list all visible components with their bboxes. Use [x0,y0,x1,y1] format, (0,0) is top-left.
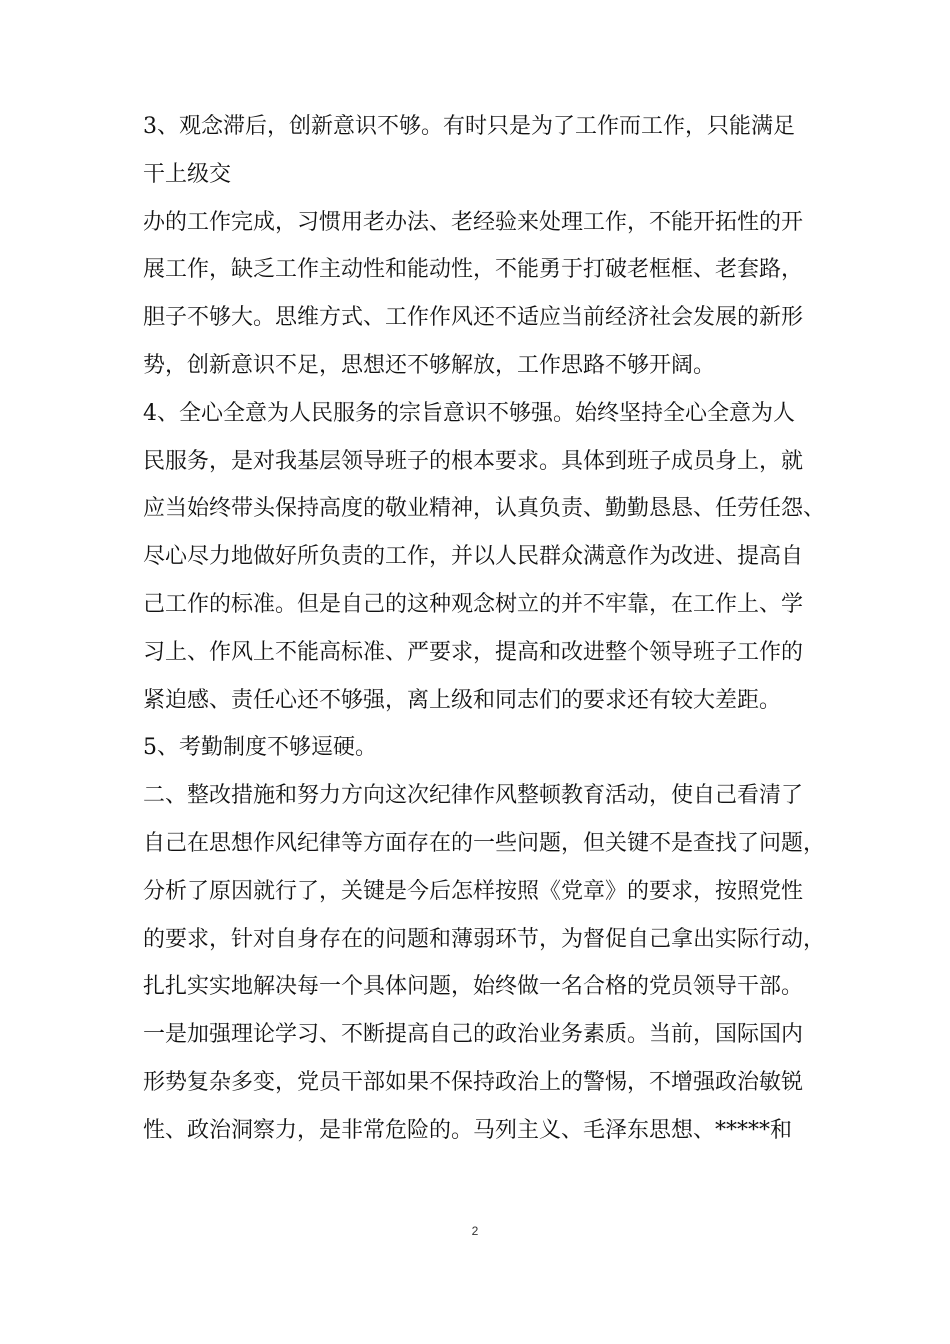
text-line: 3、观念滞后，创新意识不够。有时只是为了工作而工作，只能满足 [143,114,795,139]
text-line: 胆子不够大。思维方式、工作作风还不适应当前经济社会发展的新形 [143,305,804,331]
text-line: 势，创新意识不足，思想还不够解放，工作思路不够开阔。 [143,352,716,378]
text-line: 应当始终带头保持高度的敬业精神，认真负责、勤勤恳恳、任劳任怨、 [143,496,826,522]
text-line: 的要求，针对自身存在的问题和薄弱环节，为督促自己拿出实际行动， [143,926,826,952]
text-line: 自己在思想作风纪律等方面存在的一些问题，但关键不是查找了问题， [143,830,826,856]
text-line: 干上级交 [143,161,232,187]
text-line: 民服务，是对我基层领导班子的根本要求。具体到班子成员身上，就 [143,448,804,474]
text-line: 4、全心全意为人民服务的宗旨意识不够强。始终坚持全心全意为人 [143,400,795,426]
text-line: 性、政治洞察力，是非常危险的。马列主义、毛泽东思想、*****和 [143,1117,793,1143]
text-line: 二、整改措施和努力方向这次纪律作风整顿教育活动，使自己看清了 [143,783,804,809]
text-line: 分析了原因就行了，关键是今后怎样按照《党章》的要求，按照党性 [143,878,804,904]
text-line: 形势复杂多变，党员干部如果不保持政治上的警惕，不增强政治敏锐 [143,1069,804,1095]
text-line: 尽心尽力地做好所负责的工作，并以人民群众满意作为改进、提高自 [143,544,804,570]
text-line: 紧迫感、责任心还不够强，离上级和同志们的要求还有较大差距。 [143,687,782,713]
body-text [143,114,826,1168]
text-line: 办的工作完成，习惯用老办法、老经验来处理工作，不能开拓性的开 [143,209,804,235]
text-line: 5、考勤制度不够逗硬。 [143,735,377,761]
text-line: 习上、作风上不能高标准、严要求，提高和改进整个领导班子工作的 [143,639,804,665]
text-line: 己工作的标准。但是自己的这种观念树立的并不牢靠，在工作上、学 [143,591,804,617]
text-line: 展工作，缺乏工作主动性和能动性，不能勇于打破老框框、老套路， [143,257,804,283]
page-number: 2 [471,1224,479,1238]
text-line: 一是加强理论学习、不断提高自己的政治业务素质。当前，国际国内 [143,1022,804,1048]
text-line: 扎扎实实地解决每一个具体问题，始终做一名合格的党员领导干部。 [143,974,804,1000]
